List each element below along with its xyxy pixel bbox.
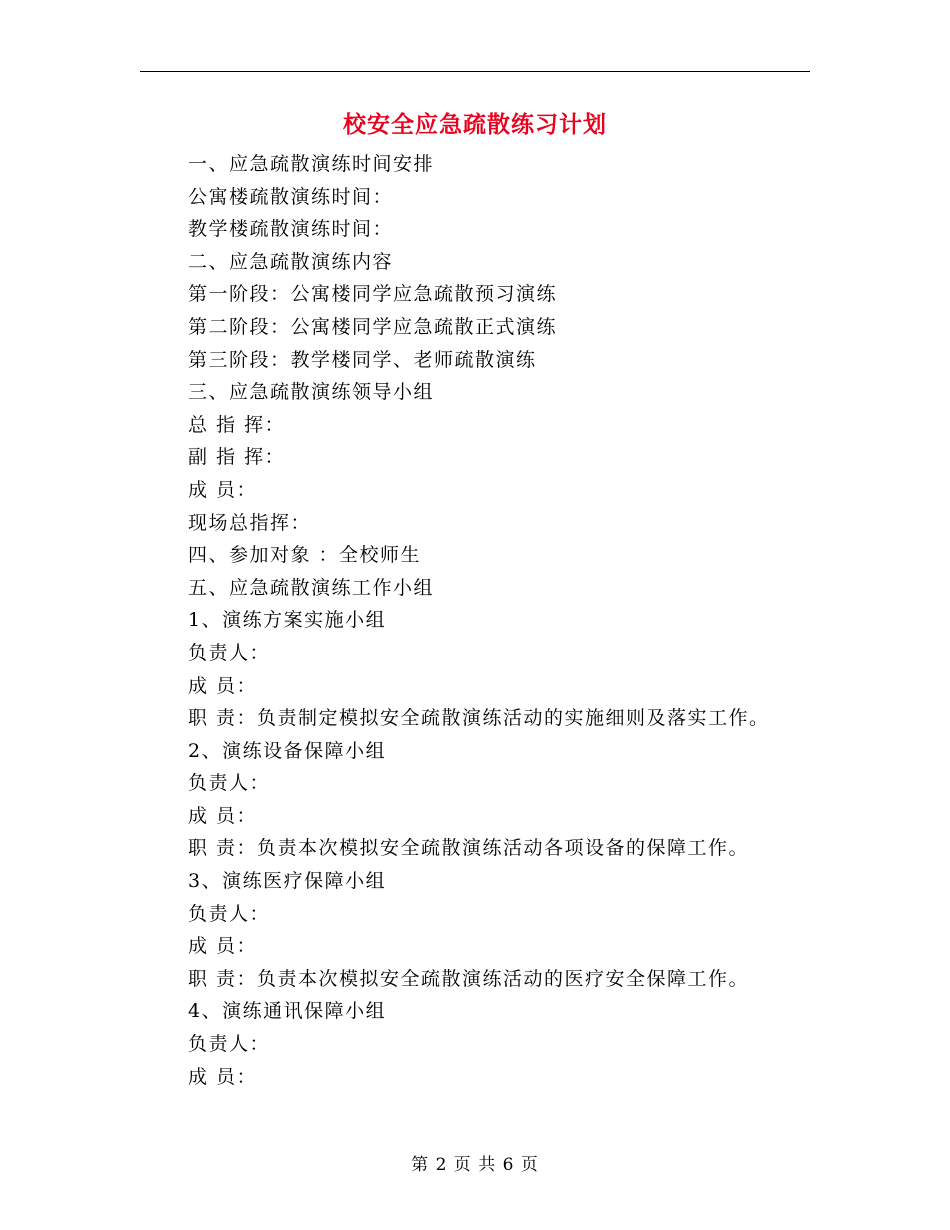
document-line: 3、演练医疗保障小组: [188, 870, 387, 893]
document-line: 成 员：: [188, 478, 258, 501]
page-footer: 第 2 页 共 6 页: [411, 1155, 539, 1175]
document-line: 4、演练通讯保障小组: [188, 1000, 387, 1023]
document-line: 负责人：: [188, 772, 271, 795]
document-line: 副 指 挥：: [188, 446, 286, 469]
document-line: 职 责：负责制定模拟安全疏散演练活动的实施细则及落实工作。: [188, 707, 770, 730]
document-line: 五、应急疏散演练工作小组: [188, 576, 435, 599]
document-line: 成 员：: [188, 804, 258, 827]
document-title: 校安全应急疏散练习计划: [343, 112, 607, 138]
document-body: [188, 148, 828, 1093]
document-line: 总 指 挥：: [188, 413, 286, 436]
document-line: 负责人：: [188, 902, 271, 925]
document-line: 二、应急疏散演练内容: [188, 250, 394, 273]
document-line: 第二阶段：公寓楼同学应急疏散正式演练: [188, 315, 558, 338]
document-line: 第三阶段：教学楼同学、老师疏散演练: [188, 348, 537, 371]
document-line: 一、应急疏散演练时间安排: [188, 153, 435, 175]
document-line: 三、应急疏散演练领导小组: [188, 381, 435, 404]
document-line: 负责人：: [188, 641, 271, 664]
document-line: 2、演练设备保障小组: [188, 739, 387, 762]
document-line: 公寓楼疏散演练时间：: [188, 185, 394, 208]
document-line: 1、演练方案实施小组: [188, 609, 387, 632]
document-line: 职 责：负责本次模拟安全疏散演练活动各项设备的保障工作。: [188, 837, 750, 860]
document-line: 负责人：: [188, 1033, 271, 1056]
document-line: 第一阶段：公寓楼同学应急疏散预习演练: [188, 283, 558, 306]
document-line: 职 责：负责本次模拟安全疏散演练活动的医疗安全保障工作。: [188, 967, 750, 990]
document-line: 教学楼疏散演练时间：: [188, 218, 394, 241]
document-line: 四、参加对象 ：全校师生: [188, 544, 422, 567]
document-line: 成 员：: [188, 935, 258, 958]
header-rule: [140, 71, 810, 72]
document-line: 成 员：: [188, 1065, 258, 1088]
document-line: 成 员：: [188, 674, 258, 697]
document-line: 现场总指挥：: [188, 511, 312, 534]
